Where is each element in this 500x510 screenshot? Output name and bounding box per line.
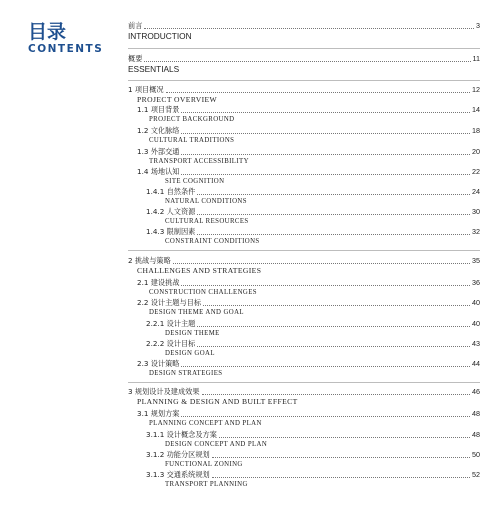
toc-entry-page-number: 11 <box>472 54 480 63</box>
toc-entry-page-number: 32 <box>472 227 480 236</box>
dot-leader <box>212 457 470 458</box>
dot-leader <box>197 346 470 347</box>
toc-entry-title-cn: 1 项目概况 <box>128 85 164 94</box>
dot-leader <box>197 214 470 215</box>
toc-entry-title-en: CULTURAL TRADITIONS <box>149 137 235 144</box>
toc-entry-title-en: TRANSPORT PLANNING <box>165 481 248 488</box>
dot-leader <box>181 133 470 134</box>
toc-entry-page-number: 20 <box>472 147 480 156</box>
toc-entry-page-number: 12 <box>472 85 480 94</box>
toc-entry[interactable] <box>146 226 480 237</box>
toc-entry-title-cn: 1.4 场地认知 <box>137 167 180 176</box>
toc-entry-page-number: 30 <box>472 207 480 216</box>
dot-leader <box>197 194 470 195</box>
toc-entry-title-cn: 3 规划设计及建成效果 <box>128 387 200 396</box>
toc-entry-page-number: 50 <box>472 450 480 459</box>
toc-entry-title-en: TRANSPORT ACCESSIBILITY <box>149 158 249 165</box>
toc-entry-title-cn: 1.1 项目背景 <box>137 105 180 114</box>
toc-entry[interactable] <box>137 297 480 308</box>
toc-entry-title-en: PLANNING CONCEPT AND PLAN <box>149 420 262 427</box>
toc-entry-title-en: SITE COGNITION <box>165 178 225 185</box>
toc-entry[interactable] <box>137 146 480 157</box>
toc-entry-page-number: 24 <box>472 187 480 196</box>
toc-entry-title-en: CHALLENGES AND STRATEGIES <box>137 266 262 275</box>
toc-entry-title-en: CONSTRAINT CONDITIONS <box>165 238 260 245</box>
dot-leader <box>181 416 470 417</box>
toc-entry[interactable] <box>137 166 480 177</box>
dot-leader <box>212 477 470 478</box>
toc-entry-page-number: 36 <box>472 278 480 287</box>
toc-entry-title-en: INTRODUCTION <box>128 31 192 41</box>
toc-entry-page-number: 18 <box>472 126 480 135</box>
dot-leader <box>181 174 470 175</box>
toc-entry[interactable] <box>146 318 480 329</box>
toc-entry-title-cn: 3.1.1 设计概念及方案 <box>146 430 217 439</box>
dot-leader <box>202 394 470 395</box>
toc-entry[interactable] <box>146 338 480 349</box>
toc-entry-page-number: 43 <box>472 339 480 348</box>
toc-entry-title-cn: 2.3 设计策略 <box>137 359 180 368</box>
toc-entry-title-en: DESIGN THEME <box>165 330 220 337</box>
toc-entry-title-en: DESIGN GOAL <box>165 350 215 357</box>
toc-entry[interactable] <box>146 469 480 480</box>
section-divider <box>128 80 480 81</box>
toc-entry-page-number: 14 <box>472 105 480 114</box>
dot-leader <box>173 263 470 264</box>
toc-entry-title-cn: 2.2 设计主题与目标 <box>137 298 202 307</box>
toc-entry-title-en: PROJECT OVERVIEW <box>137 95 218 104</box>
toc-entry[interactable] <box>137 358 480 369</box>
toc-entry[interactable] <box>137 408 480 419</box>
dot-leader <box>219 437 470 438</box>
contents-title-en: CONTENTS <box>28 43 104 55</box>
toc-entry[interactable] <box>128 53 480 64</box>
toc-entry[interactable] <box>137 125 480 136</box>
dot-leader <box>144 28 474 29</box>
toc-entry-title-cn: 1.4.2 人文资源 <box>146 207 196 216</box>
toc-entry-title-en: CULTURAL RESOURCES <box>165 218 249 225</box>
toc-entry-title-en: ESSENTIALS <box>128 64 180 74</box>
toc-entry-title-en: DESIGN STRATEGIES <box>149 370 223 377</box>
section-divider <box>128 382 480 383</box>
toc-entry[interactable] <box>128 386 480 397</box>
toc-entry-page-number: 48 <box>472 430 480 439</box>
toc-entry-page-number: 52 <box>472 470 480 479</box>
toc-entry[interactable] <box>137 104 480 115</box>
section-divider <box>128 48 480 49</box>
dot-leader <box>181 285 470 286</box>
toc-entry-title-cn: 概要 <box>128 54 143 63</box>
toc-entry-title-cn: 1.3 外部交通 <box>137 147 180 156</box>
toc-entry-title-cn: 3.1.3 交通系统规划 <box>146 470 210 479</box>
toc-entry-title-en: DESIGN THEME AND GOAL <box>149 309 244 316</box>
toc-entry-page-number: 40 <box>472 298 480 307</box>
toc-entry-page-number: 44 <box>472 359 480 368</box>
toc-entry-title-cn: 1.4.1 自然条件 <box>146 187 196 196</box>
dot-leader <box>197 234 470 235</box>
toc-entry-page-number: 46 <box>472 387 480 396</box>
dot-leader <box>181 112 470 113</box>
toc-entry-title-cn: 前言 <box>128 21 143 30</box>
toc-entry-page-number: 3 <box>476 21 480 30</box>
toc-entry-title-cn: 3.1.2 功能分区规划 <box>146 450 210 459</box>
toc-entry-title-cn: 2.2.1 设计主题 <box>146 319 196 328</box>
toc-entry-title-en: CONSTRUCTION CHALLENGES <box>149 289 257 296</box>
toc-entry-title-en: PROJECT BACKGROUND <box>149 116 235 123</box>
toc-entry[interactable] <box>128 20 480 31</box>
dot-leader <box>166 92 470 93</box>
toc-entry-title-cn: 2.1 建设挑战 <box>137 278 180 287</box>
toc-entry[interactable] <box>137 277 480 288</box>
toc-entry-title-cn: 1.4.3 限制因素 <box>146 227 196 236</box>
toc-entry-title-cn: 3.1 规划方案 <box>137 409 180 418</box>
toc-entry[interactable] <box>146 186 480 197</box>
dot-leader <box>203 305 470 306</box>
toc-entry-page-number: 35 <box>472 256 480 265</box>
dot-leader <box>144 61 470 62</box>
contents-title-cn: 目录 <box>28 21 67 43</box>
toc-entry[interactable] <box>128 255 480 266</box>
toc-entry-title-en: FUNCTIONAL ZONING <box>165 461 243 468</box>
toc-entry-page-number: 22 <box>472 167 480 176</box>
toc-entry-title-en: DESIGN CONCEPT AND PLAN <box>165 441 268 448</box>
toc-entry-page-number: 40 <box>472 319 480 328</box>
toc-entry-page-number: 48 <box>472 409 480 418</box>
toc-entry[interactable] <box>128 84 480 95</box>
toc-entry-title-en: NATURAL CONDITIONS <box>165 198 247 205</box>
dot-leader <box>181 366 470 367</box>
toc-entry[interactable] <box>146 429 480 440</box>
toc-entry[interactable] <box>146 206 480 217</box>
toc-entry[interactable] <box>146 449 480 460</box>
section-divider <box>128 250 480 251</box>
toc-entry-title-en: PLANNING & DESIGN AND BUILT EFFECT <box>137 397 298 406</box>
dot-leader <box>197 326 470 327</box>
toc-entry-title-cn: 2 挑战与策略 <box>128 256 171 265</box>
toc-entry-title-cn: 1.2 文化脉络 <box>137 126 180 135</box>
dot-leader <box>181 154 470 155</box>
toc-entry-title-cn: 2.2.2 设计目标 <box>146 339 196 348</box>
